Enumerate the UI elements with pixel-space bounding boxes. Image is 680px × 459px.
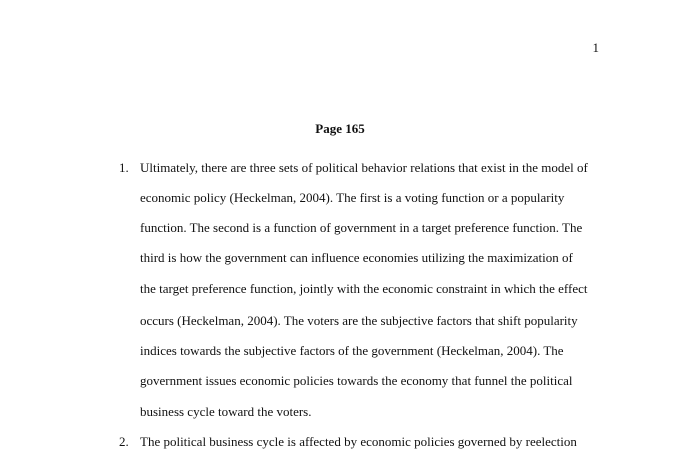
list-item-line: function. The second is a function of government in a target preference function. The (140, 220, 583, 235)
list-item-line: economic policy (Heckelman, 2004). The first is a voting function or a popularity (140, 190, 565, 205)
list-item-line: Ultimately, there are three sets of political behavior relations that exist in the model of (140, 160, 588, 175)
list-item-line: The political business cycle is affected by economic policies governed by reelection (140, 434, 577, 449)
list-item-number: 2. (119, 434, 129, 449)
list-item-line: government issues economic policies towards the economy that funnel the political (140, 373, 573, 388)
list-item-line: the target preference function, jointly with the economic constraint in which the effect (140, 281, 588, 296)
list-item-line: occurs (Heckelman, 2004). The voters are the subjective factors that shift popularity (140, 313, 578, 328)
list-item-line: third is how the government can influence economies utilizing the maximization of (140, 250, 573, 265)
page-number: 1 (592, 40, 599, 55)
list-item-line: business cycle toward the voters. (140, 404, 312, 419)
list-item-line: indices towards the subjective factors of the government (Heckelman, 2004). The (140, 343, 564, 358)
page-heading: Page 165 (315, 121, 365, 136)
list-item-number: 1. (119, 160, 129, 175)
